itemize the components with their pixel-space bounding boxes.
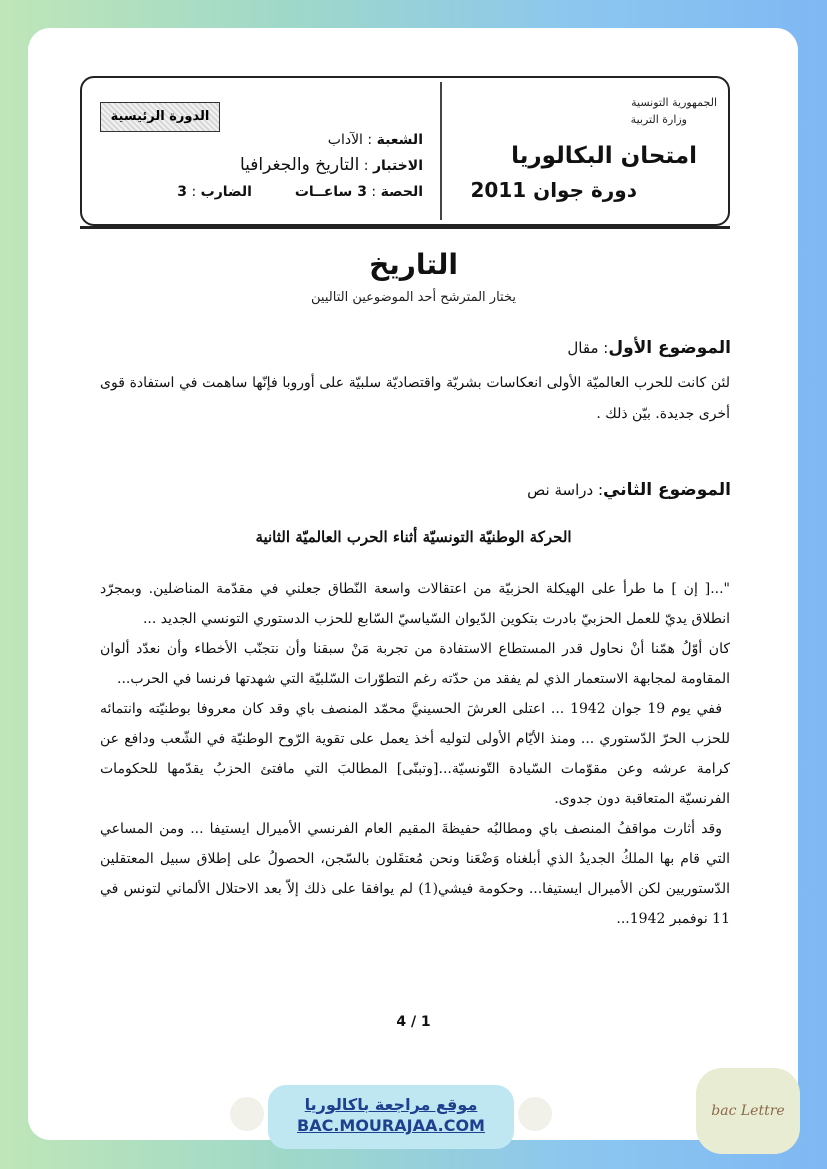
duration-label: الحصة [380,184,423,200]
coef-label: الضارب [200,184,252,200]
subject1-heading: الموضوع الأول [608,338,731,358]
test-label: الاختبار [372,158,423,174]
site-logo-right [518,1097,552,1131]
duration-value: 3 ساعــات [294,184,367,200]
subject2-heading-row [527,480,731,500]
exam-title: امتحان البكالوريا [511,143,697,169]
test-value: التاريخ والجغرافيا [239,155,360,175]
coef-value: 3 [177,184,188,200]
subject2-heading: الموضوع الثاني [603,480,731,500]
session-badge: الدورة الرئيسية [100,102,220,132]
branch-row: الشعبة : الآداب [327,132,423,148]
branch-label: الشعبة [376,132,423,148]
subject1-text: لئن كانت للحرب العالميّة الأولى انعكاسات بشريّة واقتصاديّة سلبيّة على أوروبا فإنّها ساهمت في استفادة قوى أخرى جديدة. بيّن ذلك . [100,375,730,422]
header-divider [440,82,442,220]
doc-paragraph-2: كان أوّلُ همّنا أنْ نحاول قدر المستطاع الاستفادة من تجربة مَنْ سبقنا وأن نتجنّب الأخطاء وأن نعدّد ألوان المقاومة لمجابهة الاستعمار الذي لم يفقد من حدّته رغم التطوّرات السّلبيّة التي شهدتها فرنسا في الحرب... [100,641,730,687]
subject1-heading-row [567,338,731,358]
site-logo-left [230,1097,264,1131]
ministry-label: وزارة التربية [630,113,687,126]
subject2-type: : دراسة نص [527,481,603,499]
page-title: التاريخ [369,248,458,281]
subject1-type: : مقال [567,339,609,357]
bac-lettre-logo: bac Lettre [696,1068,800,1154]
doc-paragraph-3: ففي يوم 19 جوان 1942 ... اعتلى العرشَ الحسينيَّ محمّد المنصف باي وقد كان معروفا بوطنيّته وانتمائه للحزب الحرّ الدّستوري ... ومنذ الأيّام الأولى لتوليه أخذ يعمل على تقوية الرّوح الوطنيّة في الشّعب ودافع عن كرامة عرشه وعن مقوّمات السّيادة التّونسيّة...[وتبنّى] المطالبَ التي مافتئ الحزبُ يقدّمها للحكومات الفرنسيّة المتعاقبة دون جدوى. [100,701,730,807]
test-row: الاختبار : التاريخ والجغرافيا [239,155,423,175]
session-label: دورة جوان 2011 [470,178,637,202]
duration-row: الحصة : 3 ساعــات الضارب : 3 [177,184,423,200]
page-number: 4 / 1 [396,1014,431,1030]
site-link-ar[interactable]: موقع مراجعة باكالوريا [304,1095,478,1114]
site-link-en[interactable]: BAC.MOURAJAA.COM [297,1116,485,1135]
republic-label: الجمهورية التونسية [631,96,717,109]
instruction: يختار المترشح أحد الموضوعين التاليين [311,290,516,305]
doc-paragraph-1: "...[ إن ] ما طرأ على الهيكلة الحزبيّة من اعتقالات واسعة النّطاق جعلني في مقدّمة المناضلين. وبمجرّد انطلاق يديّ للعمل الحزبيّ بادرت بتكوين الدّيوان السّياسيّ السّابع للحزب الدستوري التونسي الجديد ... [100,581,730,627]
document-title: الحركة الوطنيّة التونسيّة أثناء الحرب العالميّة الثانية [255,528,572,546]
document-text [100,574,730,934]
branch-value: الآداب [327,132,363,148]
header-rule [80,226,730,229]
doc-paragraph-4: وقد أثارت مواقفُ المنصف باي ومطالبُه حفيظةَ المقيم العام الفرنسي الأميرال ايستيفا ... ومن المساعي التي قام بها الملكُ الجديدُ الذي أبلغناه وَضْعَنا ونحن مُعتقَلون بالسّجن، الحصولُ على إطلاق سبيل المعتقلين الدّستوريين لكن الأميرال ايستيفا... وحكومة فيشي(1) لم يوافقا على ذلك إلاّ بعد الاحتلال الألماني لتونس في 11 نوفمبر 1942... [100,821,730,927]
site-promo[interactable] [268,1085,514,1149]
